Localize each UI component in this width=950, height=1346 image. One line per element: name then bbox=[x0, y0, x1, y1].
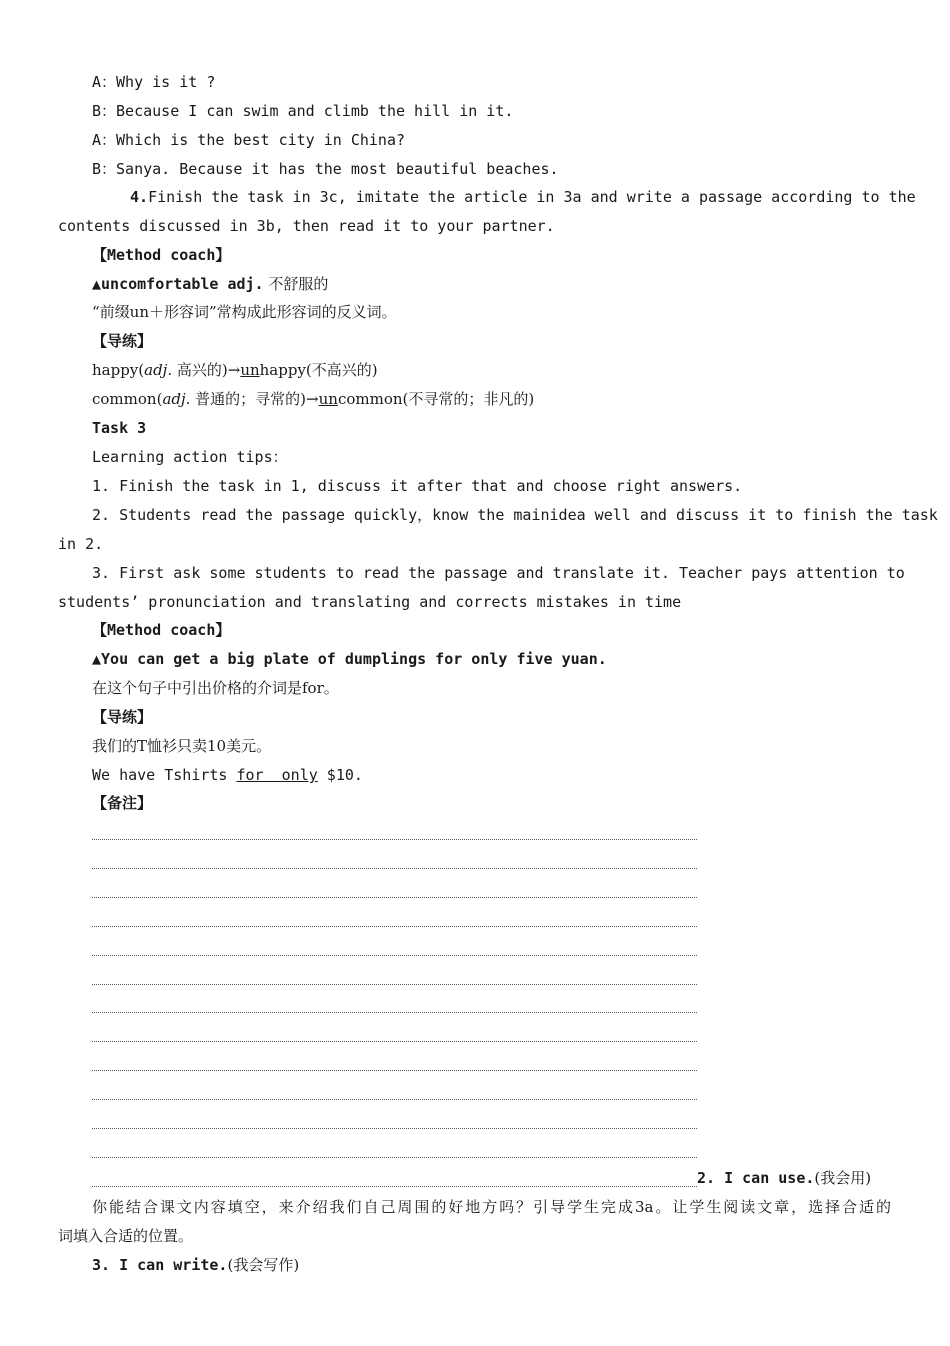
section2-title bbox=[697, 1168, 871, 1188]
example-happy bbox=[92, 360, 378, 380]
tips-label: Learning action tips： bbox=[92, 448, 288, 466]
item4-line-2: contents discussed in 3b, then read it to your partner. bbox=[58, 217, 555, 235]
note-rule-line bbox=[92, 839, 697, 840]
vocab-word: ▲uncomfortable adj. bbox=[92, 275, 264, 293]
note-rule-line bbox=[92, 984, 697, 985]
preposition-note: 在这个句子中引出价格的介词是for。 bbox=[92, 679, 339, 697]
note-rule-line bbox=[92, 1128, 697, 1129]
notes-heading: 【备注】 bbox=[92, 794, 153, 812]
example-base: common( bbox=[92, 390, 163, 408]
note-rule-line bbox=[92, 955, 697, 956]
example-antonym: common(不寻常的；非凡的) bbox=[337, 390, 535, 408]
example-antonym: happy(不高兴的) bbox=[259, 361, 378, 379]
note-rule-line bbox=[92, 1157, 697, 1158]
note-rule-line bbox=[92, 1099, 697, 1100]
item4-text-1: Finish the task in 3c, imitate the article in 3a and write a passage according to the bbox=[148, 188, 916, 206]
tip-3-line-1: 3. First ask some students to read the passage and translate it. Teacher pays attention to bbox=[92, 564, 905, 582]
practice-chinese: 我们的T恤衫只卖10美元。 bbox=[92, 737, 272, 755]
answer-blank-1: for bbox=[236, 766, 264, 784]
method-coach-heading-1: 【Method coach】 bbox=[92, 246, 231, 264]
practice-heading-2: 【导练】 bbox=[92, 708, 153, 726]
dialogue-line-2: B：Because I can swim and climb the hill in it. bbox=[92, 102, 514, 120]
method-coach-heading-2: 【Method coach】 bbox=[92, 621, 231, 639]
example-base: happy( bbox=[92, 361, 145, 379]
practice-english bbox=[92, 765, 363, 785]
note-rule-line bbox=[92, 1070, 697, 1071]
section3-title bbox=[92, 1255, 299, 1275]
example-common bbox=[92, 389, 534, 409]
answer-blank-2: only bbox=[281, 766, 318, 784]
section2-line-2: 词填入合适的位置。 bbox=[58, 1227, 194, 1245]
item4-number: 4. bbox=[130, 188, 149, 206]
vocab-meaning: 不舒服的 bbox=[263, 275, 329, 293]
example-prefix: un bbox=[318, 390, 338, 408]
tip-3-line-2: students’ pronunciation and translating and corrects mistakes in time bbox=[58, 593, 682, 611]
tip-2-line-2: in 2. bbox=[58, 535, 104, 553]
section2-line-1: 你能结合课文内容填空，来介绍我们自己周围的好地方吗？引导学生完成3a。让学生阅读文章，选择合适的 bbox=[92, 1198, 891, 1216]
note-rule-line bbox=[92, 868, 697, 869]
example-pos: adj. bbox=[162, 390, 191, 408]
tip-2-line-1: 2. Students read the passage quickly，know the mainidea well and discuss it to finish the task bbox=[92, 506, 938, 524]
practice-heading-1: 【导练】 bbox=[92, 332, 153, 350]
task3-title: Task 3 bbox=[92, 419, 147, 437]
dialogue-line-3: A：Which is the best city in China? bbox=[92, 131, 406, 149]
example-meaning: 普通的；寻常的)→ bbox=[190, 390, 319, 408]
item4-line-1 bbox=[130, 187, 916, 207]
dialogue-line-1: A：Why is it ? bbox=[92, 73, 216, 91]
example-meaning: 高兴的)→ bbox=[172, 361, 241, 379]
example-pos: adj. bbox=[144, 361, 173, 379]
section3-title-en: 3. I can write. bbox=[92, 1256, 228, 1274]
note-rule-line bbox=[92, 1012, 697, 1013]
tip-1: 1. Finish the task in 1, discuss it after that and choose right answers. bbox=[92, 477, 743, 495]
example-prefix: un bbox=[240, 361, 260, 379]
dialogue-line-4: B：Sanya. Because it has the most beautiful beaches. bbox=[92, 160, 559, 178]
section2-title-en: 2. I can use. bbox=[697, 1169, 815, 1187]
section3-title-cn: (我会写作) bbox=[227, 1256, 300, 1274]
section2-title-cn: (我会用) bbox=[814, 1169, 872, 1187]
note-rule-line bbox=[92, 926, 697, 927]
practice-text: We have Tshirts bbox=[92, 766, 237, 784]
practice-text-end: $10. bbox=[317, 766, 363, 784]
prefix-rule: “前缀un＋形容词”常构成此形容词的反义词。 bbox=[92, 303, 397, 321]
note-rule-line bbox=[92, 1186, 697, 1187]
key-sentence: ▲You can get a big plate of dumplings for only five yuan. bbox=[92, 650, 607, 668]
note-rule-line bbox=[92, 897, 697, 898]
vocab-point bbox=[92, 274, 328, 294]
note-rule-line bbox=[92, 1041, 697, 1042]
